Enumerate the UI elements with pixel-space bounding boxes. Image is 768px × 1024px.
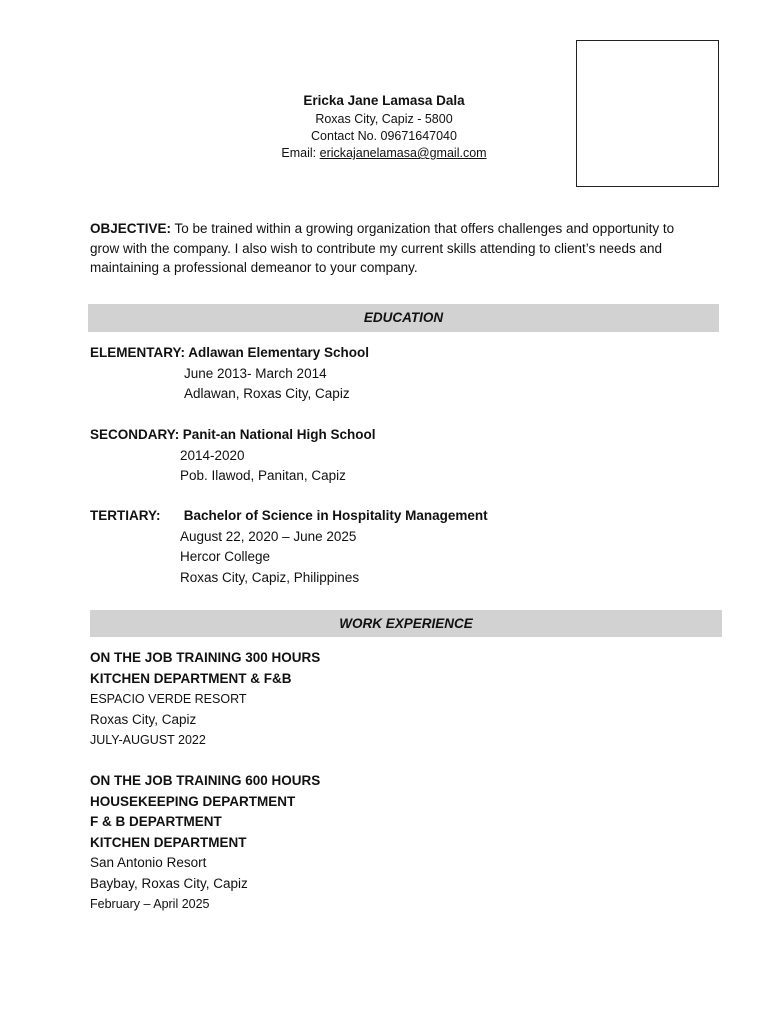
applicant-email-line bbox=[234, 145, 534, 162]
job1-title-2: KITCHEN DEPARTMENT & F&B bbox=[90, 670, 292, 686]
tertiary-degree: Bachelor of Science in Hospitality Management bbox=[183, 508, 488, 523]
resume-header bbox=[234, 92, 534, 162]
job1-location: Roxas City, Capiz bbox=[90, 711, 197, 727]
applicant-name: Ericka Jane Lamasa Dala bbox=[303, 93, 465, 108]
tertiary-label: TERTIARY: bbox=[90, 508, 161, 523]
photo-placeholder bbox=[576, 40, 719, 187]
elementary-school: Adlawan Elementary School bbox=[188, 345, 370, 360]
email-link[interactable]: erickajanelamasa@gmail.com bbox=[319, 146, 487, 160]
job1-company: ESPACIO VERDE RESORT bbox=[90, 692, 247, 706]
elementary-entry bbox=[90, 343, 369, 405]
tertiary-dates: August 22, 2020 – June 2025 bbox=[180, 528, 357, 544]
secondary-school: Panit-an National High School bbox=[182, 427, 376, 442]
education-heading: EDUCATION bbox=[88, 304, 719, 332]
tertiary-school: Hercor College bbox=[180, 549, 271, 564]
job2-location: Baybay, Roxas City, Capiz bbox=[90, 875, 248, 891]
job2-dates: February – April 2025 bbox=[90, 897, 210, 911]
secondary-label: SECONDARY: bbox=[90, 427, 180, 442]
job1-dates: JULY-AUGUST 2022 bbox=[90, 733, 206, 747]
job2-title-3: F & B DEPARTMENT bbox=[90, 814, 222, 829]
secondary-entry bbox=[90, 425, 376, 487]
elementary-dates: June 2013- March 2014 bbox=[184, 365, 327, 381]
secondary-dates: 2014-2020 bbox=[180, 447, 245, 463]
elementary-label: ELEMENTARY: bbox=[90, 345, 185, 360]
objective-label: OBJECTIVE: bbox=[90, 221, 172, 236]
email-label: Email: bbox=[281, 146, 317, 160]
job2-title-2: HOUSEKEEPING DEPARTMENT bbox=[90, 793, 296, 809]
job-entry-2 bbox=[90, 771, 320, 915]
job2-company: San Antonio Resort bbox=[90, 855, 207, 870]
objective-section bbox=[90, 219, 690, 278]
work-experience-heading: WORK EXPERIENCE bbox=[90, 610, 722, 637]
job2-title-1: ON THE JOB TRAINING 600 HOURS bbox=[90, 773, 321, 788]
elementary-location: Adlawan, Roxas City, Capiz bbox=[184, 386, 350, 401]
applicant-address: Roxas City, Capiz - 5800 bbox=[315, 112, 453, 126]
job2-title-4: KITCHEN DEPARTMENT bbox=[90, 834, 247, 850]
secondary-location: Pob. Ilawod, Panitan, Capiz bbox=[180, 468, 346, 483]
applicant-contact: Contact No. 09671647040 bbox=[311, 129, 457, 143]
objective-text: To be trained within a growing organization that offers challenges and opportunity to grow with the company. I also wish to contribute my current skills attending to client’s needs and maintaining a professional demeanor to your company. bbox=[90, 221, 675, 275]
tertiary-location: Roxas City, Capiz, Philippines bbox=[180, 569, 360, 585]
job-entry-1 bbox=[90, 648, 320, 751]
job1-title-1: ON THE JOB TRAINING 300 HOURS bbox=[90, 650, 321, 665]
tertiary-entry bbox=[90, 506, 488, 588]
